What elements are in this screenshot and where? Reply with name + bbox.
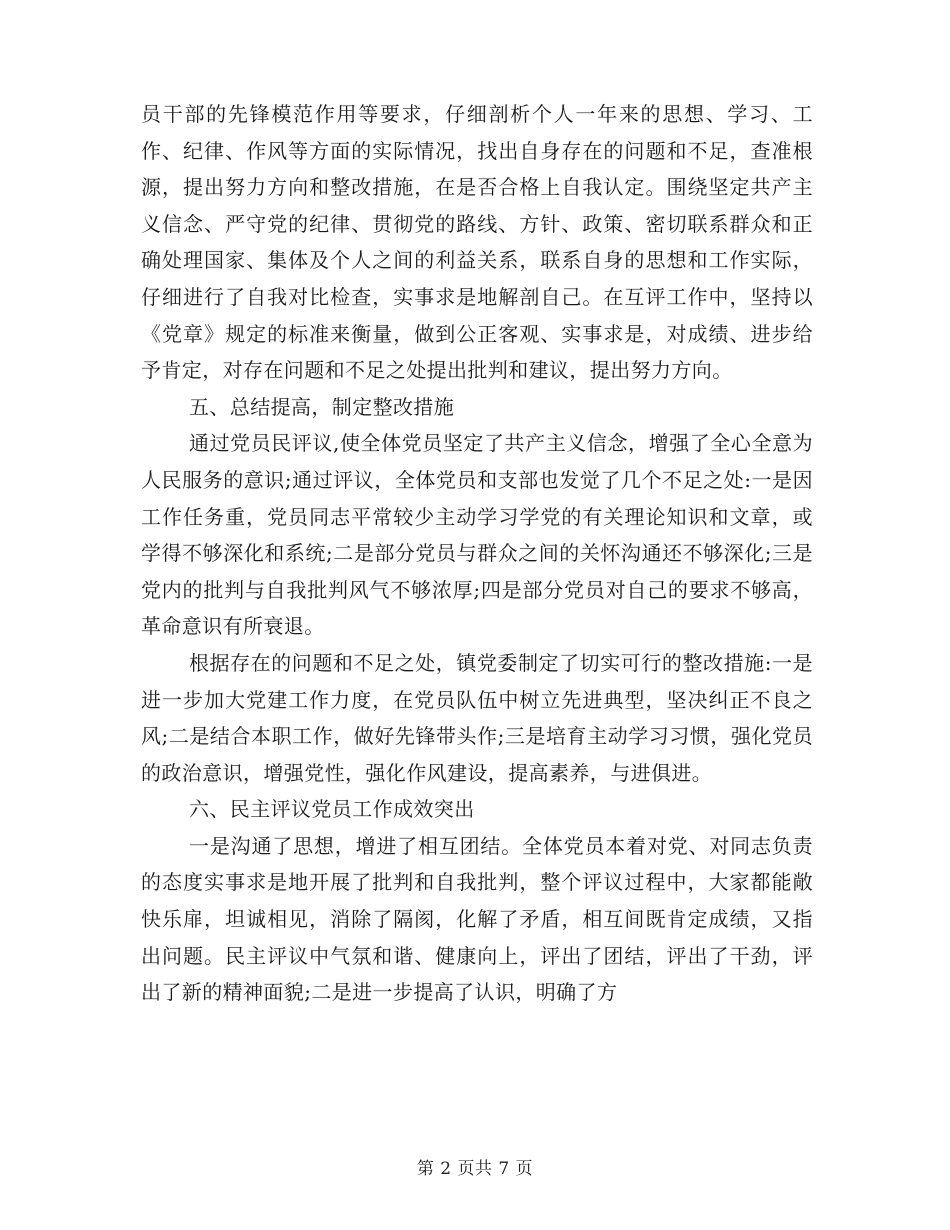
section-heading-five: 五、总结提高，制定整改措施: [189, 394, 455, 419]
paragraph-rectification-measures: 根据存在的问题和不足之处，镇党委制定了切实可行的整改措施:一是进一步加大党建工作力度，在党员队伍中树立先进典型，坚决纠正不良之风;二是结合本职工作，做好先锋带头作;三是培育主动学习习惯，强化党员的政治意识，增强党性，强化作风建设，提高素养，与进俱进。: [141, 650, 813, 785]
paragraph-continuation: 员干部的先锋模范作用等要求，仔细剖析个人一年来的思想、学习、工作、纪律、作风等方面的实际情况，找出自身存在的问题和不足，查准根源，提出努力方向和整改措施，在是否合格上自我认定。围绕坚定共产主义信念、严守党的纪律、贯彻党的路线、方针、政策、密切联系群众和正确处理国家、集体及个人之间的利益关系，联系自身的思想和工作实际，仔细进行了自我对比检查，实事求是地解剖自己。在互评工作中，坚持以《党章》规定的标准来衡量，做到公正客观、实事求是，对成绩、进步给予肯定，对存在问题和不足之处提出批判和建议，提出努力方向。: [141, 102, 813, 383]
document-body: [141, 96, 813, 1011]
paragraph-shortcomings: 通过党员民评议,使全体党员坚定了共产主义信念，增强了全心全意为人民服务的意识;通过评议，全体党员和支部也发觉了几个不足之处:一是因工作任务重，党员同志平常较少主动学习学党的有关理论知识和文章，或学得不够深化和系统;二是部分党员与群众之间的关怀沟通还不够深化;三是党内的批判与自我批判风气不够浓厚;四是部分党员对自己的要求不够高，革命意识有所衰退。: [141, 431, 813, 639]
page-number-footer: 第 2 页共 7 页: [416, 1159, 534, 1179]
paragraph-results: 一是沟通了思想，增进了相互团结。全体党员本着对党、对同志负责的态度实事求是地开展了批判和自我批判，整个评议过程中，大家都能敞快乐扉，坦诚相见，消除了隔阂，化解了矛盾，相互间既肯定成绩，又指出问题。民主评议中气氛和谐、健康向上，评出了团结，评出了干劲，评出了新的精神面貌;二是进一步提高了认识，明确了方: [141, 833, 813, 1005]
section-heading-six: 六、民主评议党员工作成效突出: [189, 797, 475, 822]
